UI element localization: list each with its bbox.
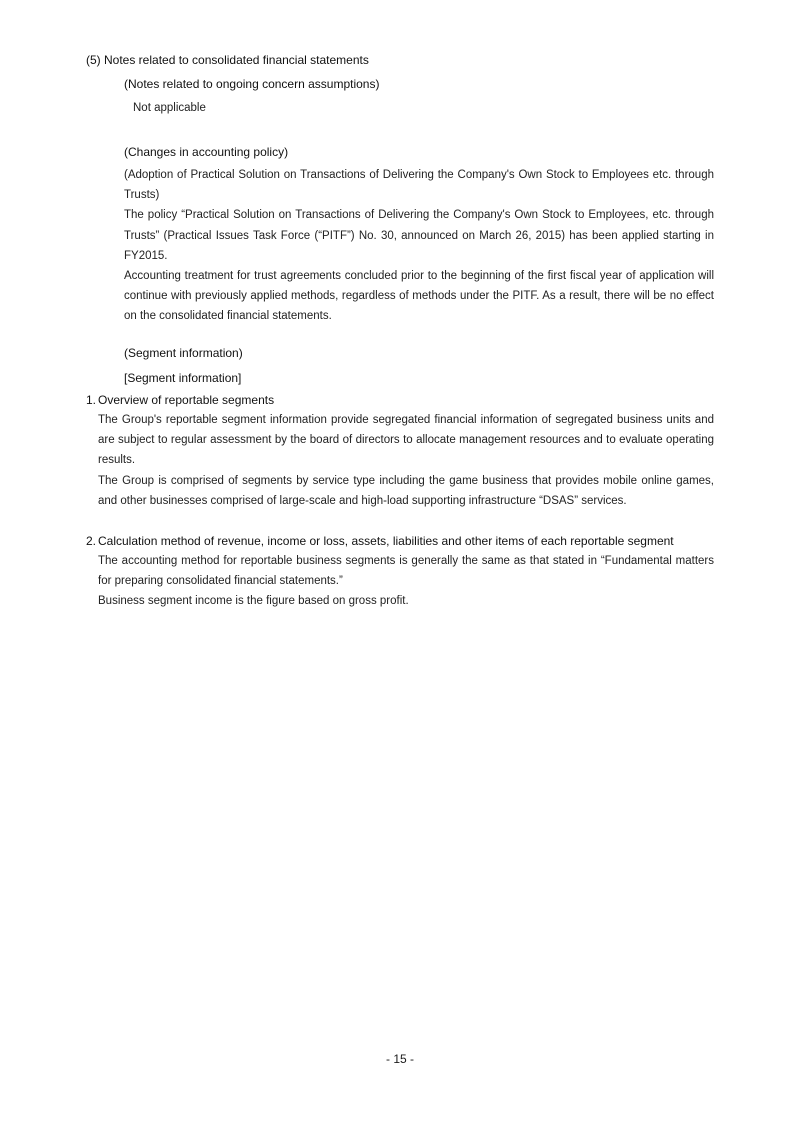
accounting-policy-paragraph: (Adoption of Practical Solution on Transactions of Delivering the Company's Own Stock to Employees etc. through Trusts) (124, 169, 714, 202)
segment-item-number: 2. (86, 534, 97, 548)
section-title: (5) Notes related to consolidated financial statements (86, 53, 369, 67)
ongoing-concern-heading: (Notes related to ongoing concern assumptions) (124, 77, 380, 91)
segment-item-body (86, 551, 714, 612)
segment-item-paragraph: Business segment income is the figure based on gross profit. (98, 595, 409, 608)
accounting-policy-heading: (Changes in accounting policy) (124, 145, 289, 159)
segment-item-paragraph: The Group is comprised of segments by service type including the game business that provides mobile online games, and other businesses comprised of large-scale and high-load supporting infrastructure “DSAS” services. (98, 474, 714, 507)
segment-item-title-text: Calculation method of revenue, income or loss, assets, liabilities and other items of each reportable segment (98, 534, 674, 548)
segment-heading: (Segment information) (124, 346, 243, 360)
ongoing-concern-text: Not applicable (133, 102, 206, 114)
segment-item-2 (86, 531, 714, 612)
segment-item-1 (86, 390, 714, 511)
accounting-policy-body (124, 165, 714, 327)
segment-item-number: 1. (86, 393, 97, 407)
segment-subheading: [Segment information] (124, 371, 242, 385)
accounting-policy-paragraph: Accounting treatment for trust agreements concluded prior to the beginning of the first fiscal year of application will continue with previously applied methods, regardless of methods under the PITF. As a result, there will be no effect on the consolidated financial statements. (124, 270, 714, 323)
segment-item-title-text: Overview of reportable segments (98, 393, 275, 407)
segment-item-body (86, 410, 714, 511)
segment-item-paragraph: The accounting method for reportable business segments is generally the same as that stated in “Fundamental matters for preparing consolidated financial statements.” (98, 555, 714, 588)
page-number: - 15 - (385, 1052, 414, 1066)
segment-item-title (86, 531, 714, 551)
segment-item-paragraph: The Group's reportable segment information provide segregated financial information of segregated business units and are subject to regular assessment by the board of directors to allocate management resources and to evaluate operating results. (98, 414, 714, 467)
accounting-policy-paragraph: The policy “Practical Solution on Transactions of Delivering the Company's Own Stock to Employees, etc. through Trusts” (Practical Issues Task Force (“PITF”) No. 30, announced on March 26, 2015) has been applied starting in FY2015. (124, 209, 714, 262)
segment-item-title (86, 390, 714, 410)
